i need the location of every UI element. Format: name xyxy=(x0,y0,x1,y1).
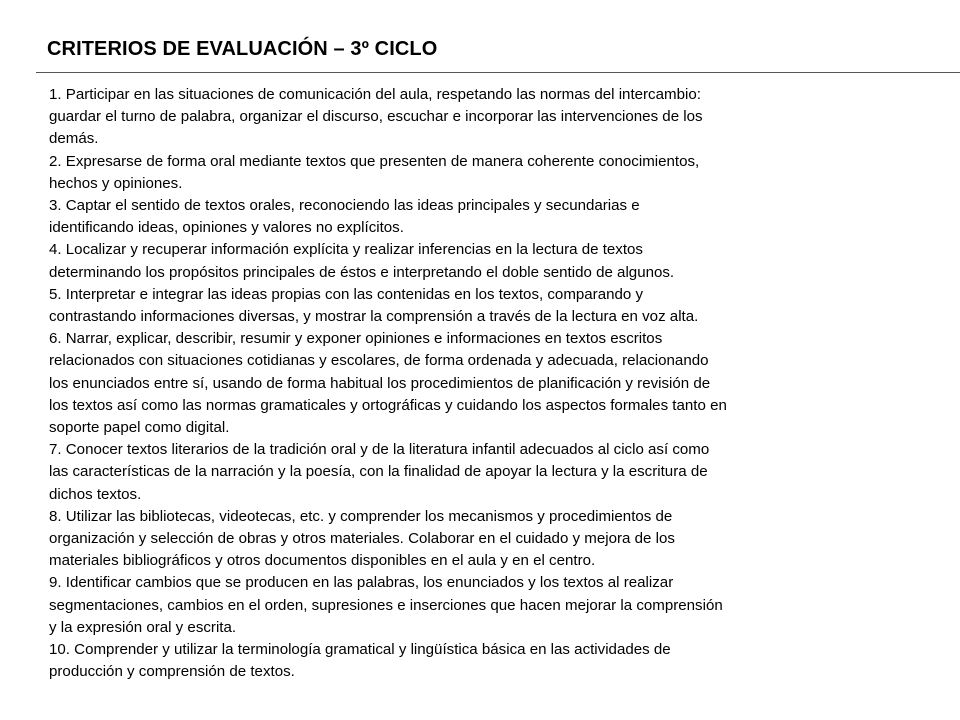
criterion-line: demás. xyxy=(49,130,99,148)
criterion-line: 5. Interpretar e integrar las ideas propias con las contenidas en los textos, comparando y xyxy=(49,285,644,303)
criterion-6 xyxy=(49,328,909,439)
criterion-10 xyxy=(49,639,909,683)
criteria-list xyxy=(49,84,909,683)
criterion-line: producción y comprensión de textos. xyxy=(49,663,295,681)
criterion-line: identificando ideas, opiniones y valores no explícitos. xyxy=(49,219,404,237)
criterion-line: y la expresión oral y escrita. xyxy=(49,618,237,636)
criterion-line: 8. Utilizar las bibliotecas, videotecas, etc. y comprender los mecanismos y procedimientos de xyxy=(49,507,673,525)
criterion-4 xyxy=(49,239,909,283)
criterion-line: guardar el turno de palabra, organizar el discurso, escuchar e incorporar las intervenciones de los xyxy=(49,108,703,126)
criterion-9 xyxy=(49,572,909,639)
criterion-line: 9. Identificar cambios que se producen en las palabras, los enunciados y los textos al realizar xyxy=(49,574,674,592)
criterion-line: 1. Participar en las situaciones de comunicación del aula, respetando las normas del intercambio: xyxy=(49,86,701,103)
criterion-line: contrastando informaciones diversas, y mostrar la comprensión a través de la lectura en voz alta. xyxy=(49,308,699,326)
criterion-line: determinando los propósitos principales de éstos e interpretando el doble sentido de algunos. xyxy=(49,263,675,281)
criterion-line: soporte papel como digital. xyxy=(49,419,230,437)
criterion-line: segmentaciones, cambios en el orden, supresiones e inserciones que hacen mejorar la comprensión xyxy=(49,596,723,614)
criterion-line: 6. Narrar, explicar, describir, resumir y exponer opiniones e informaciones en textos escritos xyxy=(49,330,663,348)
slide-title: CRITERIOS DE EVALUACIÓN – 3º CICLO xyxy=(47,38,438,60)
criterion-line: 3. Captar el sentido de textos orales, reconociendo las ideas principales y secundarias e xyxy=(49,197,640,215)
title-divider xyxy=(36,72,960,73)
criterion-line: materiales bibliográficos y otros documentos disponibles en el aula y en el centro. xyxy=(49,552,596,570)
criterion-line: los enunciados entre sí, usando de forma habitual los procedimientos de planificación y revisión de xyxy=(49,374,711,392)
criterion-line: 10. Comprender y utilizar la terminología gramatical y lingüística básica en las actividades de xyxy=(49,641,671,659)
criterion-line: los textos así como las normas gramaticales y ortográficas y cuidando los aspectos formales tanto en xyxy=(49,396,727,414)
criterion-5 xyxy=(49,284,909,328)
criterion-line: las características de la narración y la poesía, con la finalidad de apoyar la lectura y la escritura de xyxy=(49,463,708,481)
criterion-line: 2. Expresarse de forma oral mediante textos que presenten de manera coherente conocimientos, xyxy=(49,152,700,170)
criterion-7 xyxy=(49,439,909,506)
criterion-8 xyxy=(49,506,909,573)
criterion-line: relacionados con situaciones cotidianas y escolares, de forma ordenada y adecuada, relacionando xyxy=(49,352,709,370)
criterion-2 xyxy=(49,151,909,195)
criterion-line: 4. Localizar y recuperar información explícita y realizar inferencias en la lectura de textos xyxy=(49,241,643,259)
criterion-line: organización y selección de obras y otros materiales. Colaborar en el cuidado y mejora de los xyxy=(49,530,675,548)
criterion-3 xyxy=(49,195,909,239)
criterion-line: dichos textos. xyxy=(49,485,142,503)
criterion-line: hechos y opiniones. xyxy=(49,174,183,192)
criterion-1 xyxy=(49,84,909,151)
criterion-line: 7. Conocer textos literarios de la tradición oral y de la literatura infantil adecuados al ciclo así como xyxy=(49,441,710,459)
